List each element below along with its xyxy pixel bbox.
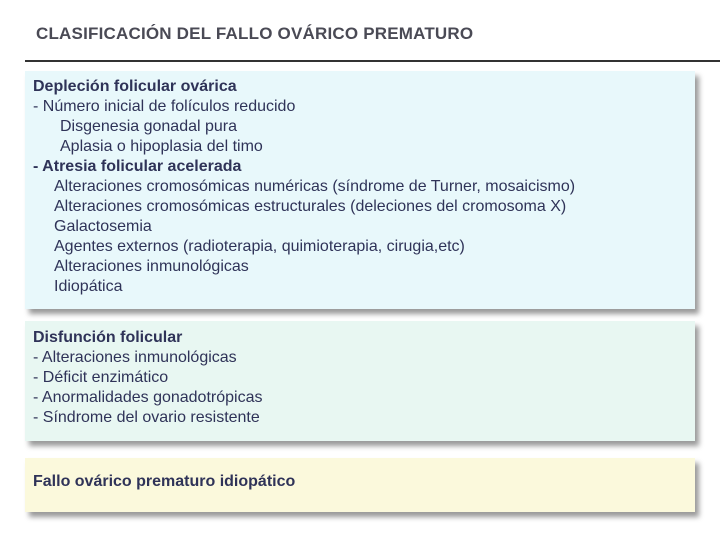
list-item: Aplasia o hipoplasia del timo [60, 138, 263, 155]
section-heading: Disfunción folicular [33, 329, 183, 346]
list-item: - Número inicial de folículos reducido [33, 98, 296, 115]
list-item: - Atresia folicular acelerada [33, 158, 242, 175]
list-item: - Anormalidades gonadotrópicas [33, 389, 263, 406]
list-item: Alteraciones inmunológicas [54, 258, 249, 275]
list-item: Galactosemia [54, 218, 152, 235]
list-item: Disgenesia gonadal pura [60, 118, 238, 135]
title-divider [25, 60, 720, 62]
list-item: Alteraciones cromosómicas estructurales (deleciones del cromosoma X) [54, 198, 567, 215]
list-item: - Síndrome del ovario resistente [33, 409, 260, 426]
list-item: - Alteraciones inmunológicas [33, 349, 237, 366]
page-title: CLASIFICACIÓN DEL FALLO OVÁRICO PREMATURO [36, 24, 474, 43]
list-item: Alteraciones cromosómicas numéricas (síndrome de Turner, mosaicismo) [54, 178, 576, 195]
list-item: Agentes externos (radioterapia, quimioterapia, cirugia,etc) [54, 238, 465, 255]
list-item: - Déficit enzimático [33, 369, 169, 386]
list-item: Idiopática [54, 278, 123, 295]
section-heading: Fallo ovárico prematuro idiopático [33, 473, 296, 490]
section-heading: Depleción folicular ovárica [33, 78, 237, 95]
